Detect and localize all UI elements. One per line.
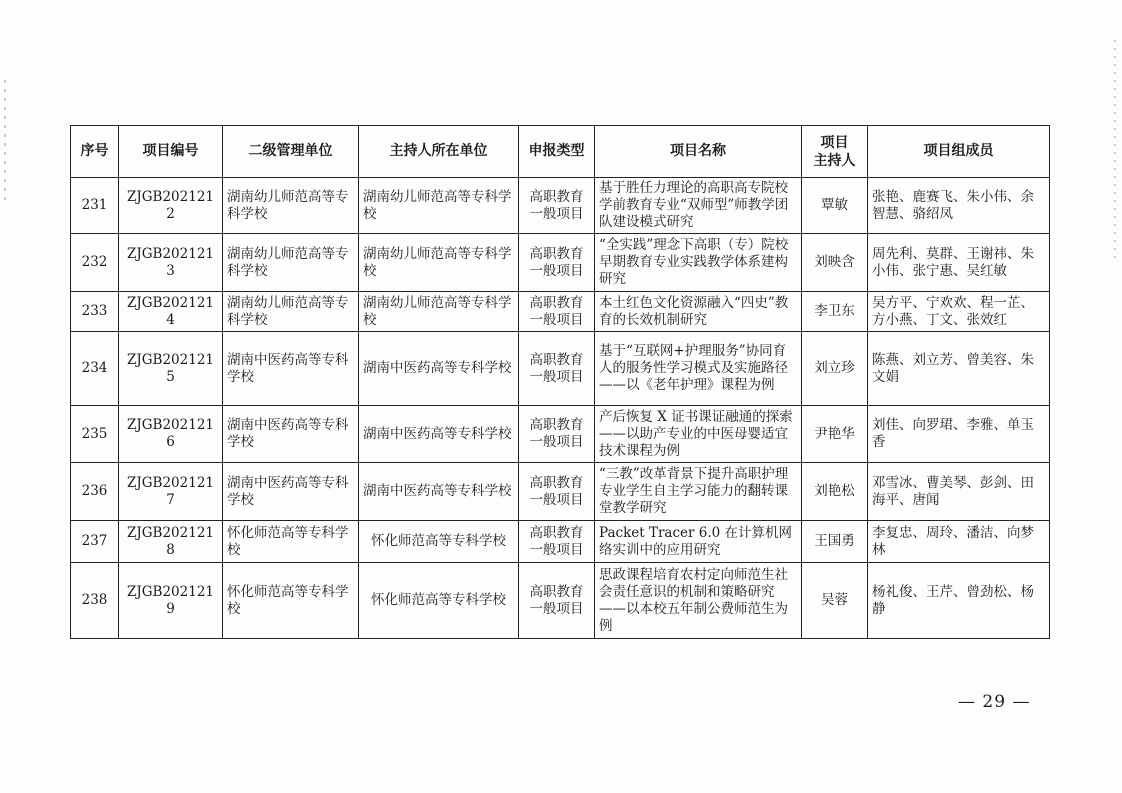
cell-host-unit: 湖南幼儿师范高等专科学校 <box>359 178 519 234</box>
cell-index: 237 <box>71 521 119 563</box>
cell-unit: 湖南幼儿师范高等专科学校 <box>223 234 359 292</box>
cell-index: 236 <box>71 463 119 521</box>
cell-code: ZJGB2021217 <box>119 463 223 521</box>
cell-members: 杨礼俊、王芹、曾劲松、杨静 <box>868 563 1050 639</box>
table-row <box>71 406 1050 463</box>
header-category: 申报类型 <box>519 126 595 178</box>
cell-name: 产后恢复 X 证书课证融通的探索——以助产专业的中医母婴适宜技术课程为例 <box>595 406 802 463</box>
cell-category: 高职教育一般项目 <box>519 521 595 563</box>
page-number: — 29 — <box>958 692 1031 712</box>
cell-category: 高职教育一般项目 <box>519 563 595 639</box>
cell-code: ZJGB2021212 <box>119 178 223 234</box>
table-row <box>71 292 1050 332</box>
cell-unit: 怀化师范高等专科学校 <box>223 521 359 563</box>
cell-name: 基于“互联网+护理服务”协同育人的服务性学习模式及实施路径——以《老年护理》课程为例 <box>595 332 802 406</box>
header-name: 项目名称 <box>595 126 802 178</box>
scan-edge-mark-right <box>1114 40 1116 260</box>
table-body <box>71 178 1050 639</box>
cell-code: ZJGB2021214 <box>119 292 223 332</box>
cell-leader: 刘映含 <box>802 234 868 292</box>
scan-edge-mark-left <box>4 80 6 200</box>
header-leader <box>802 126 868 178</box>
table-row <box>71 178 1050 234</box>
table-row <box>71 332 1050 406</box>
cell-index: 235 <box>71 406 119 463</box>
cell-name: 基于胜任力理论的高职高专院校学前教育专业“双师型”师教学团队建设模式研究 <box>595 178 802 234</box>
cell-leader: 刘艳松 <box>802 463 868 521</box>
table-header-row <box>71 126 1050 178</box>
cell-host-unit: 怀化师范高等专科学校 <box>359 563 519 639</box>
cell-index: 234 <box>71 332 119 406</box>
table-row <box>71 521 1050 563</box>
cell-leader: 王国勇 <box>802 521 868 563</box>
cell-name: “全实践”理念下高职（专）院校早期教育专业实践教学体系建构研究 <box>595 234 802 292</box>
cell-code: ZJGB2021213 <box>119 234 223 292</box>
cell-index: 232 <box>71 234 119 292</box>
cell-unit: 湖南中医药高等专科学校 <box>223 332 359 406</box>
cell-index: 231 <box>71 178 119 234</box>
cell-members: 刘佳、向罗珺、李雅、单玉香 <box>868 406 1050 463</box>
cell-name: 本土红色文化资源融入“四史”教育的长效机制研究 <box>595 292 802 332</box>
cell-code: ZJGB2021219 <box>119 563 223 639</box>
cell-category: 高职教育一般项目 <box>519 463 595 521</box>
cell-category: 高职教育一般项目 <box>519 406 595 463</box>
header-index: 序号 <box>71 126 119 178</box>
cell-leader: 覃敏 <box>802 178 868 234</box>
cell-leader: 刘立珍 <box>802 332 868 406</box>
table-row <box>71 234 1050 292</box>
cell-members: 张艳、鹿赛飞、朱小伟、余智慧、骆绍凤 <box>868 178 1050 234</box>
cell-host-unit: 湖南幼儿师范高等专科学校 <box>359 292 519 332</box>
cell-code: ZJGB2021216 <box>119 406 223 463</box>
cell-leader: 吴蓉 <box>802 563 868 639</box>
cell-code: ZJGB2021218 <box>119 521 223 563</box>
header-members: 项目组成员 <box>868 126 1050 178</box>
cell-host-unit: 湖南中医药高等专科学校 <box>359 463 519 521</box>
cell-name: “三教”改革背景下提升高职护理专业学生自主学习能力的翻转课堂教学研究 <box>595 463 802 521</box>
header-unit: 二级管理单位 <box>223 126 359 178</box>
cell-unit: 湖南中医药高等专科学校 <box>223 463 359 521</box>
cell-name: Packet Tracer 6.0 在计算机网络实训中的应用研究 <box>595 521 802 563</box>
cell-members: 邓雪冰、曹美琴、彭剑、田海平、唐闻 <box>868 463 1050 521</box>
cell-name: 思政课程培育农村定向师范生社会责任意识的机制和策略研究——以本校五年制公费师范生为例 <box>595 563 802 639</box>
cell-unit: 湖南幼儿师范高等专科学校 <box>223 178 359 234</box>
cell-category: 高职教育一般项目 <box>519 292 595 332</box>
cell-leader: 李卫东 <box>802 292 868 332</box>
header-leader-line2: 主持人 <box>813 152 856 169</box>
header-code: 项目编号 <box>119 126 223 178</box>
cell-members: 陈燕、刘立芳、曾美容、朱文娟 <box>868 332 1050 406</box>
cell-index: 233 <box>71 292 119 332</box>
cell-members: 吴方平、宁欢欢、程一芷、方小燕、丁文、张效红 <box>868 292 1050 332</box>
cell-code: ZJGB2021215 <box>119 332 223 406</box>
project-list-table <box>70 125 1050 639</box>
cell-host-unit: 湖南中医药高等专科学校 <box>359 406 519 463</box>
cell-unit: 湖南幼儿师范高等专科学校 <box>223 292 359 332</box>
cell-category: 高职教育一般项目 <box>519 332 595 406</box>
cell-unit: 湖南中医药高等专科学校 <box>223 406 359 463</box>
cell-category: 高职教育一般项目 <box>519 178 595 234</box>
table-row <box>71 563 1050 639</box>
cell-leader: 尹艳华 <box>802 406 868 463</box>
cell-index: 238 <box>71 563 119 639</box>
table-row <box>71 463 1050 521</box>
cell-unit: 怀化师范高等专科学校 <box>223 563 359 639</box>
cell-host-unit: 湖南中医药高等专科学校 <box>359 332 519 406</box>
cell-members: 周先利、莫群、王谢祎、朱小伟、张宁惠、吴红敏 <box>868 234 1050 292</box>
cell-category: 高职教育一般项目 <box>519 234 595 292</box>
header-host-unit: 主持人所在单位 <box>359 126 519 178</box>
cell-host-unit: 怀化师范高等专科学校 <box>359 521 519 563</box>
header-leader-line1: 项目 <box>820 134 849 151</box>
cell-host-unit: 湖南幼儿师范高等专科学校 <box>359 234 519 292</box>
cell-members: 李复忠、周玲、潘洁、向梦林 <box>868 521 1050 563</box>
